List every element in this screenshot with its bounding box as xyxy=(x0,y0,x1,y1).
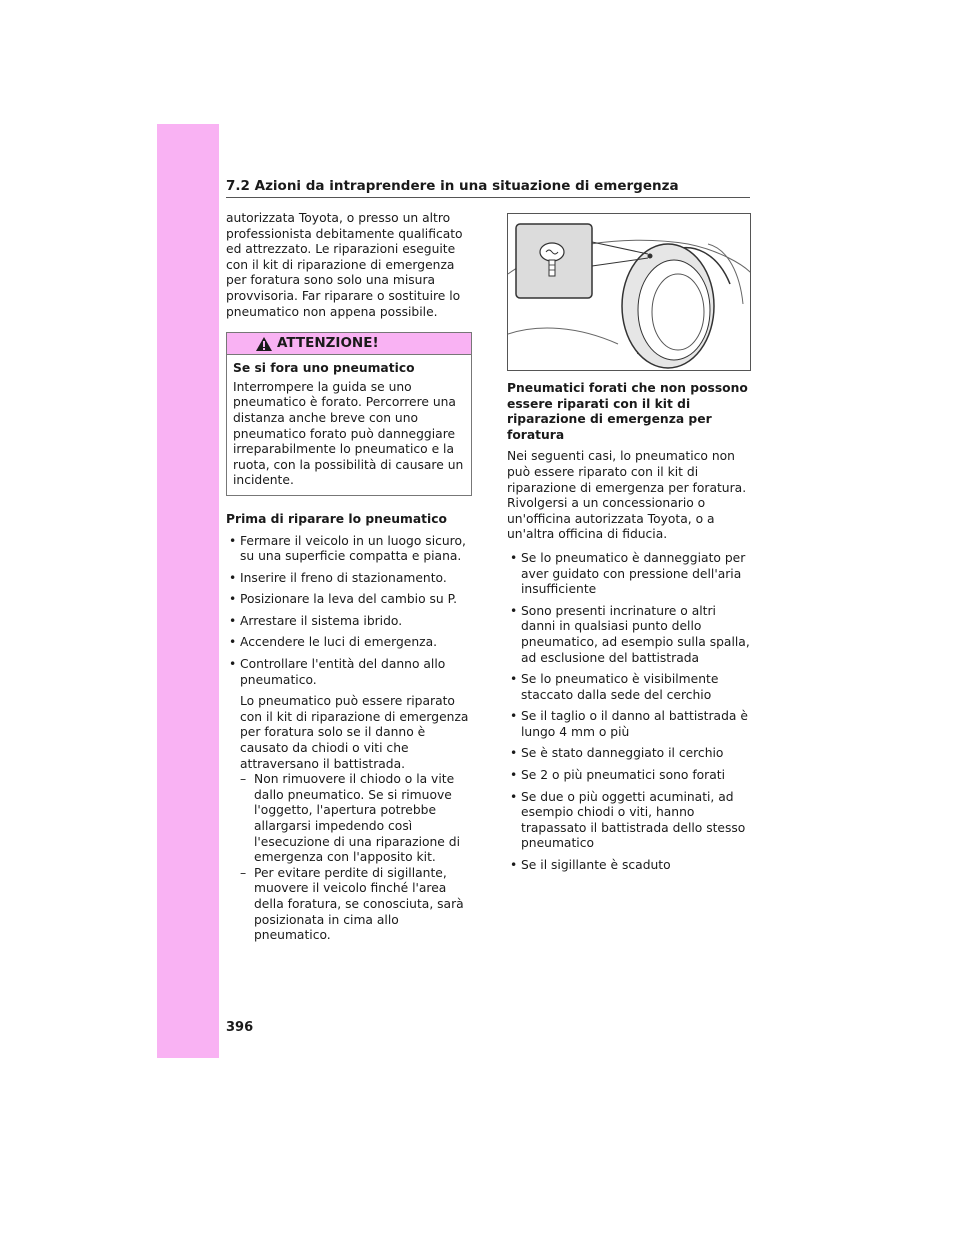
list-item: – Per evitare perdite di sigillante, muovere il veicolo finché l'area della foratura, se conosciuta, sarà posizionata in cima allo pneumatico. xyxy=(226,866,472,944)
list-item: • Arrestare il sistema ibrido. xyxy=(226,614,472,630)
warning-label: ATTENZIONE! xyxy=(277,334,379,351)
list-item: • Sono presenti incrinature o altri danni in qualsiasi punto dello pneumatico, ad esempio sulla spalla, ad esclusione del battistrada xyxy=(507,604,751,666)
warning-subtitle: Se si fora uno pneumatico xyxy=(233,361,415,376)
page-number-band xyxy=(157,1005,219,1058)
right-column xyxy=(507,381,751,880)
tire-drawing xyxy=(508,214,751,371)
tire-puncture-illustration xyxy=(507,213,751,371)
list-item: • Se 2 o più pneumatici sono forati xyxy=(507,768,751,784)
damage-note: Lo pneumatico può essere riparato con il kit di riparazione di emergenza per foratura solo se il danno è causato da chiodi o viti che attraversano il battistrada. xyxy=(240,694,469,771)
warning-box xyxy=(226,332,472,496)
page-number: 396 xyxy=(226,1020,254,1035)
unrepairable-list xyxy=(507,551,751,874)
list-item-text: Controllare l'entità del danno allo pneumatico. xyxy=(240,657,446,687)
prep-heading: Prima di riparare lo pneumatico xyxy=(226,511,447,526)
right-heading: Pneumatici forati che non possono essere riparati con il kit di riparazione di emergenza per foratura xyxy=(507,381,748,442)
list-item xyxy=(226,657,472,688)
list-item: • Inserire il freno di stazionamento. xyxy=(226,571,472,587)
list-item: • Se lo pneumatico è danneggiato per aver guidato con pressione dell'aria insufficiente xyxy=(507,551,751,598)
right-intro: Nei seguenti casi, lo pneumatico non può essere riparato con il kit di riparazione di emergenza per foratura. Rivolgersi a un concessionario o un'officina autorizzata Toyota, o a un'altra officina di fiducia. xyxy=(507,449,747,542)
list-item: • Se due o più oggetti acuminati, ad esempio chiodi o viti, hanno trapassato il battistrada dello stesso pneumatico xyxy=(507,790,751,852)
warning-body xyxy=(227,355,471,495)
warning-triangle-icon xyxy=(255,336,273,352)
side-tab-band xyxy=(157,124,219,1058)
list-item: • Se è stato danneggiato il cerchio xyxy=(507,746,751,762)
list-item: • Se il taglio o il danno al battistrada è lungo 4 mm o più xyxy=(507,709,751,740)
list-item: • Posizionare la leva del cambio su P. xyxy=(226,592,472,608)
warning-header xyxy=(227,333,471,355)
section-header: 7.2 Azioni da intraprendere in una situazione di emergenza xyxy=(226,178,750,198)
prep-list xyxy=(226,534,472,689)
list-item: • Fermare il veicolo in un luogo sicuro, su una superficie compatta e piana. xyxy=(226,534,472,565)
list-item: • Se il sigillante è scaduto xyxy=(507,858,751,874)
puncture-point xyxy=(648,254,653,259)
list-item: • Se lo pneumatico è visibilmente staccato dalla sede del cerchio xyxy=(507,672,751,703)
list-item: – Non rimuovere il chiodo o la vite dallo pneumatico. Se si rimuove l'oggetto, l'apertura potrebbe allargarsi impedendo così l'esecuzione di una riparazione di emergenza con l'apposito kit. xyxy=(226,772,472,866)
left-column xyxy=(226,211,472,944)
list-item: • Accendere le luci di emergenza. xyxy=(226,635,472,651)
sub-list xyxy=(226,772,472,944)
intro-paragraph: autorizzata Toyota, o presso un altro professionista debitamente qualificato ed attrezzato. Le riparazioni eseguite con il kit di riparazione di emergenza per foratura sono solo una misura provvisoria. Far riparare o sostituire lo pneumatico non appena possibile. xyxy=(226,211,463,319)
warning-text: Interrompere la guida se uno pneumatico è forato. Percorrere una distanza anche breve con uno pneumatico forato può danneggiare irreparabilmente lo pneumatico e la ruota, con la possibilità di causare un incidente. xyxy=(233,379,464,488)
